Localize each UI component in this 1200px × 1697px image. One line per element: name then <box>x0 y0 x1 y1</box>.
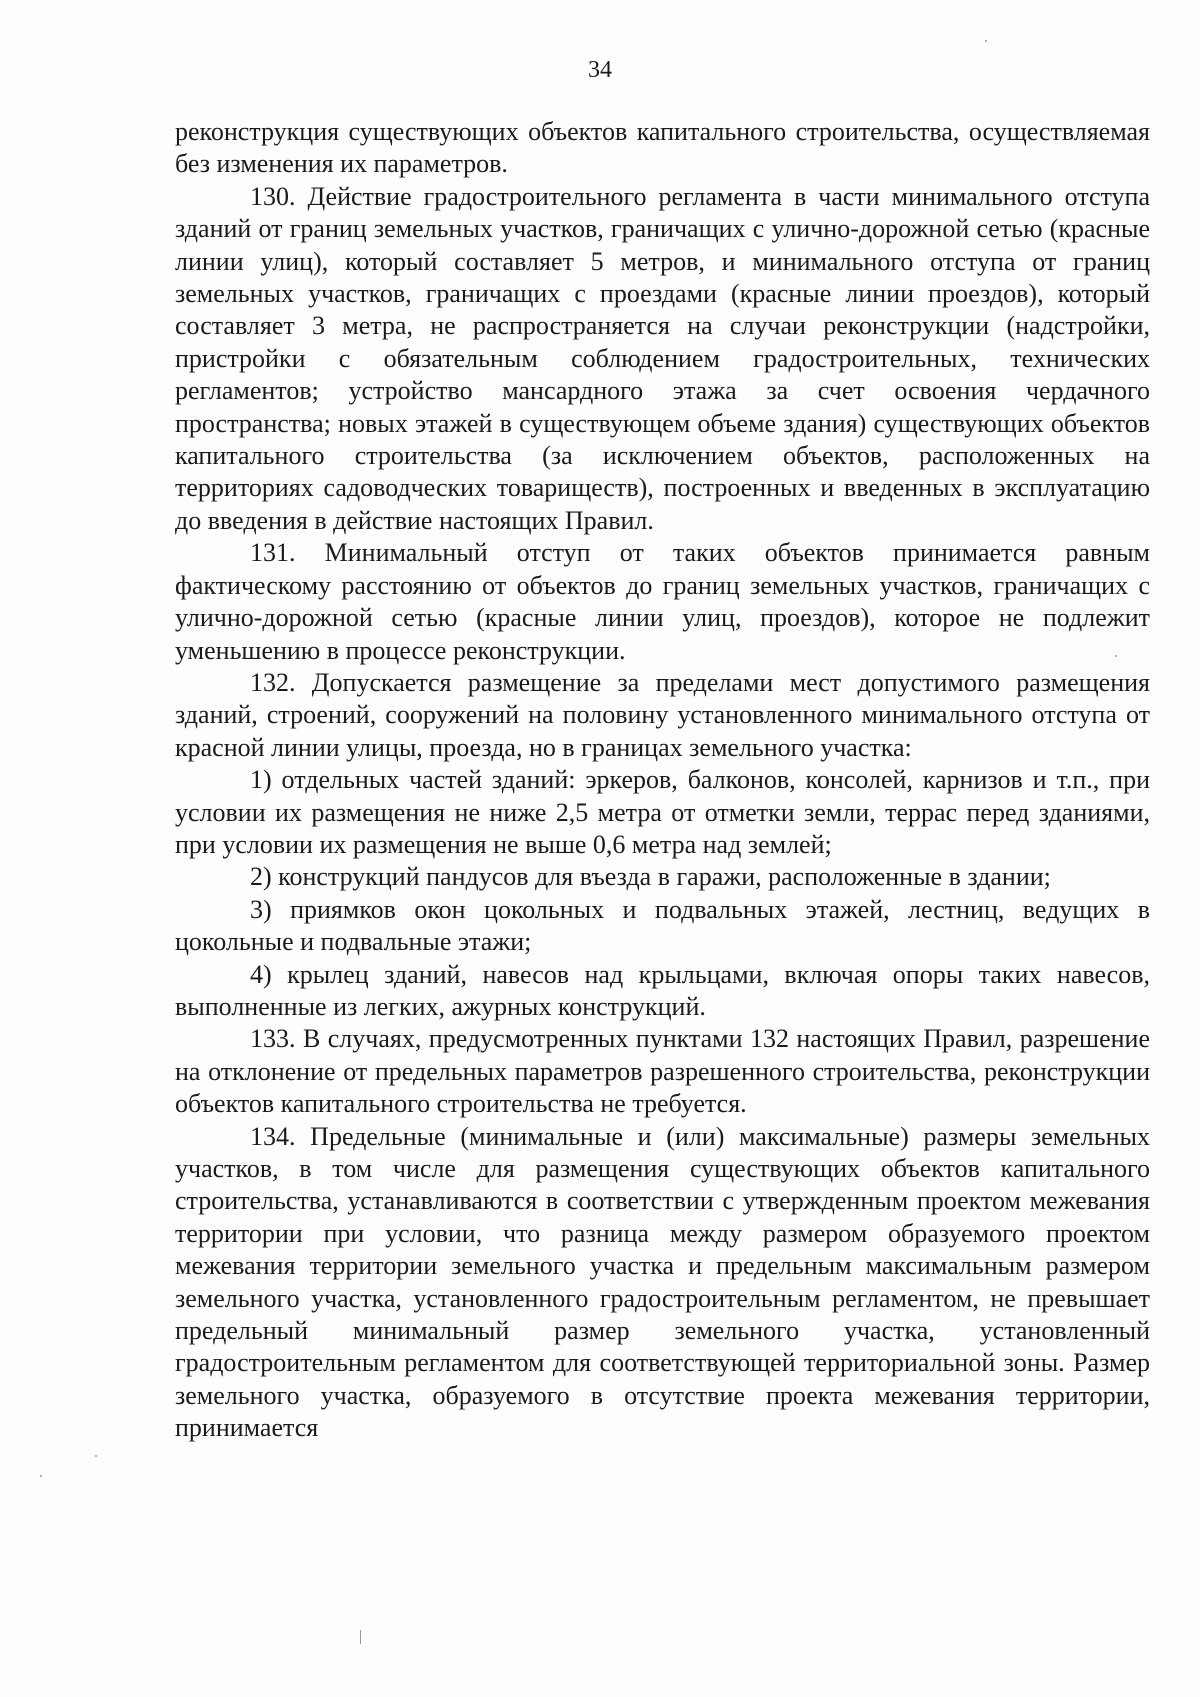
paragraph-134: 134. Предельные (минимальные и (или) максимальные) размеры земельных участков, в том числе для размещения существующих объектов капитального строительства, устанавливаются в соответствии с утвержденным проектом межевания территории при условии, что разница между размером образуемого проектом межевания территории земельного участка и предельным максимальным размером земельного участка, установленного градостроительным регламентом, не превышает предельный минимальный размер земельного участка, установленный градостроительным регламентом для соответствующей территориальной зоны. Размер земельного участка, образуемого в отсутствие проекта межевания территории, принимается <box>175 1121 1150 1443</box>
paragraph-132-item-2: 2) конструкций пандусов для въезда в гаражи, расположенные в здании; <box>250 862 1051 892</box>
paragraph-132: 132. Допускается размещение за пределами мест допустимого размещения зданий, строений, сооружений на половину установленного минимального отступа от красной линии улицы, проезда, но в границах земельного участка: <box>175 667 1150 762</box>
paragraph-131: 131. Минимальный отступ от таких объектов принимается равным фактическому расстоянию от объектов до границ земельных участков, граничащих с улично-дорожной сетью (красные линии улиц, проездов), которое не подлежит уменьшению в процессе реконструкции. <box>175 538 1150 665</box>
paragraph-132-item-1: 1) отдельных частей зданий: эркеров, балконов, консолей, карнизов и т.п., при условии их размещения не ниже 2,5 метра от отметки земли, террас перед зданиями, при условии их размещения не выше 0,6 метра над землей; <box>175 765 1150 859</box>
scan-speck <box>95 1455 97 1457</box>
paragraph-132-item-4: 4) крылец зданий, навесов над крыльцами, включая опоры таких навесов, выполненные из легких, ажурных конструкций. <box>175 959 1150 1021</box>
page-number: 34 <box>588 57 612 83</box>
scan-speck <box>1115 655 1117 657</box>
paragraph-132-item-3: 3) приямков окон цокольных и подвальных этажей, лестниц, ведущих в цокольные и подвальные этажи; <box>175 894 1150 957</box>
scan-speck <box>985 40 987 42</box>
paragraph-133: 133. В случаях, предусмотренных пунктами 132 настоящих Правил, разрешение на отклонение от предельных параметров разрешенного строительства, реконструкции объектов капитального строительства не требуется. <box>175 1024 1150 1119</box>
scan-speck <box>360 1630 361 1644</box>
document-body <box>175 116 1150 1445</box>
paragraph-continuation: реконструкция существующих объектов капитального строительства, осуществляемая без изменения их параметров. <box>175 117 1150 179</box>
scan-speck <box>40 1475 42 1477</box>
paragraph-130: 130. Действие градостроительного регламента в части минимального отступа зданий от границ земельных участков, граничащих с улично-дорожной сетью (красные линии улиц), который составляет 5 метров, и минимального отступа от границ земельных участков, граничащих с проездами (красные линии проездов), который составляет 3 метра, не распространяется на случаи реконструкции (надстройки, пристройки с обязательным соблюдением градостроительных, технических регламентов; устройство мансардного этажа за счет освоения чердачного пространства; новых этажей в существующем объеме здания) существующих объектов капитального строительства (за исключением объектов, расположенных на территориях садоводческих товариществ), построенных и введенных в эксплуатацию до введения в действие настоящих Правил. <box>175 181 1150 535</box>
